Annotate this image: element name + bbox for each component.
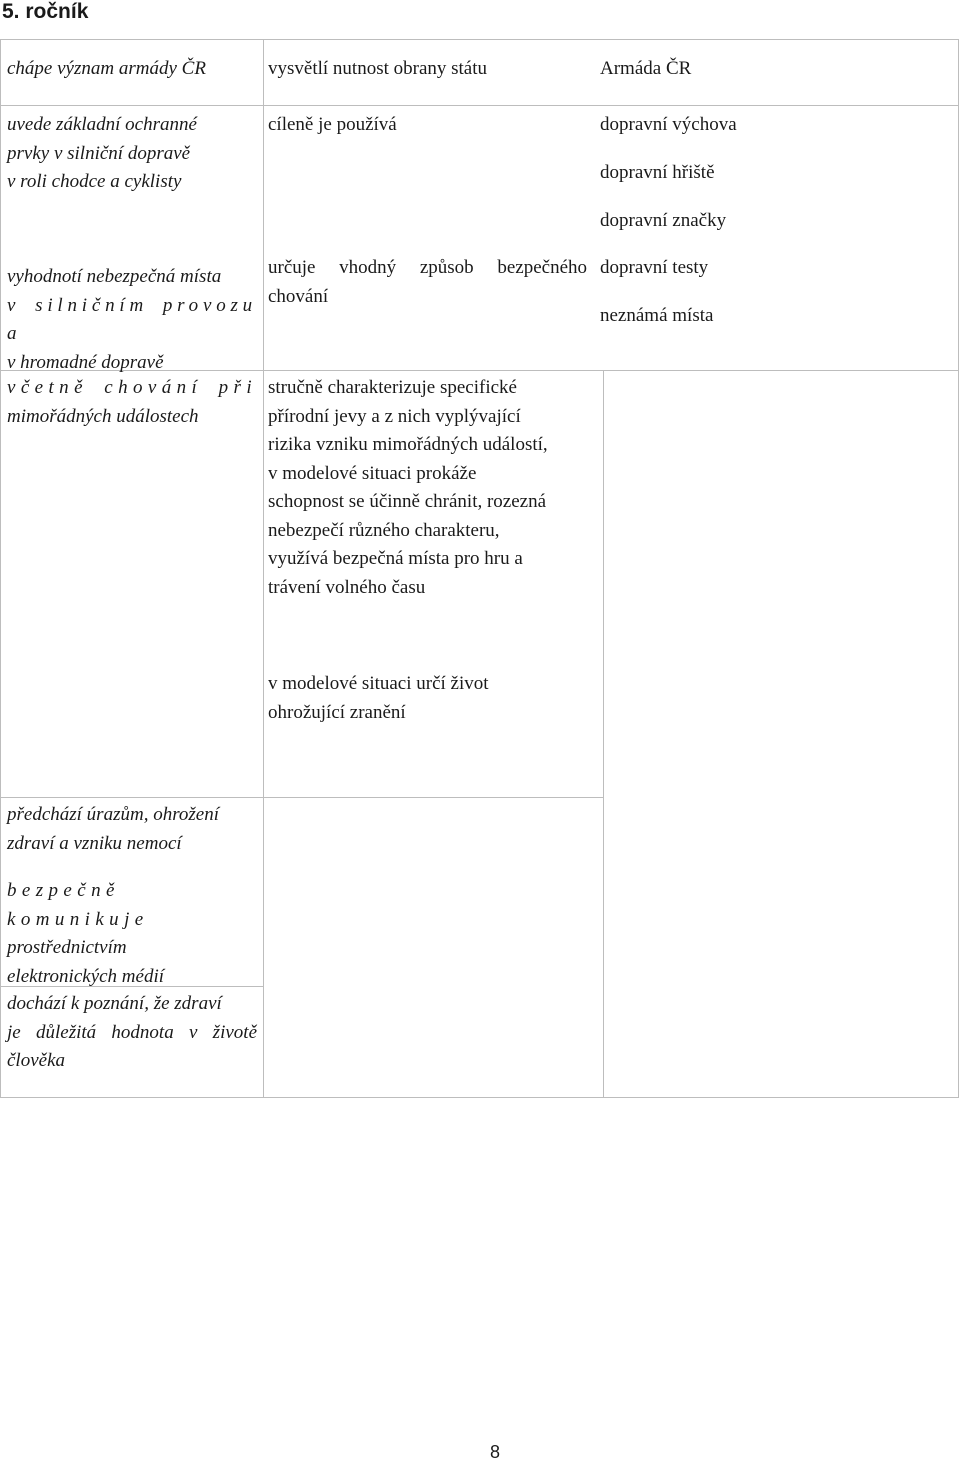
row5-objective-a	[7, 801, 257, 858]
text-line: určuje vhodný způsob bezpečného	[268, 257, 587, 278]
page-heading: 5. ročník	[2, 0, 89, 23]
text-line: cíleně je používá	[268, 114, 397, 135]
row2-topics	[600, 101, 950, 245]
text-line: přírodní jevy a z nich vyplývající	[268, 405, 521, 427]
row-divider-3	[0, 797, 604, 798]
row4-objective	[7, 374, 257, 431]
text-line: vysvětlí nutnost obrany státu	[268, 58, 488, 79]
row2-objective	[7, 111, 257, 197]
text-line: ohrožující zranění	[268, 701, 406, 723]
text-line: zdraví a vzniku nemocí	[7, 832, 182, 854]
row5-objective-b	[7, 877, 257, 991]
text-line: v modelové situaci prokáže	[268, 462, 477, 484]
text-line: chápe význam armády ČR	[7, 58, 206, 79]
text-line: člověka	[7, 1050, 66, 1071]
row3-topics	[600, 244, 950, 340]
text-line: stručně charakterizuje specifické	[268, 377, 517, 398]
row4-outcome-b	[268, 670, 598, 727]
text-line: prostřednictvím	[7, 937, 127, 958]
text-line: bezpečně komunikuje	[7, 880, 149, 930]
text-line: dochází k poznání, že zdraví	[7, 993, 222, 1014]
text-line: trávení volného času	[268, 576, 426, 598]
table-border-top	[0, 39, 959, 40]
table-border-right	[958, 39, 959, 1098]
text-line: schopnost se účinně chránit, rozezná	[268, 491, 547, 512]
text-line: v modelové situaci určí život	[268, 673, 489, 694]
column-divider-2	[603, 370, 604, 1098]
row1-objective	[7, 55, 257, 84]
text-line: Armáda ČR	[600, 58, 692, 79]
text-line: je důležitá hodnota v životě	[7, 1021, 257, 1043]
text-line: využívá bezpečná místa pro hru a	[268, 548, 523, 569]
text-line: chování	[268, 285, 329, 307]
text-line: prvky v silniční dopravě	[7, 142, 191, 164]
table-border-bottom	[0, 1097, 959, 1098]
text-line: v roli chodce a cyklisty	[7, 171, 182, 192]
row3-outcome	[268, 254, 587, 311]
text-line: předchází úrazům, ohrožení	[7, 804, 219, 825]
row1-topic	[600, 55, 950, 84]
text-line: dopravní hřiště	[600, 162, 715, 183]
row1-outcome	[268, 55, 598, 84]
text-line: neznámá místa	[600, 305, 714, 326]
text-line: mimořádných událostech	[7, 405, 199, 427]
text-line: rizika vzniku mimořádných událostí,	[268, 434, 548, 455]
table-border-left	[0, 39, 1, 1098]
text-line: dopravní značky	[600, 210, 727, 231]
text-line: včetně chování při	[7, 377, 257, 398]
row2-outcome	[268, 111, 598, 140]
page-number: 8	[490, 1442, 501, 1462]
text-line: elektronických médií	[7, 965, 165, 987]
row4-outcome-a	[268, 374, 598, 602]
row3-objective	[7, 263, 257, 377]
text-line: v silničním provozu a	[7, 294, 257, 344]
column-divider-1	[263, 39, 264, 1098]
text-line: dopravní testy	[600, 257, 709, 278]
text-line: dopravní výchova	[600, 114, 737, 135]
text-line: nebezpečí různého charakteru,	[268, 519, 500, 541]
text-line: uvede základní ochranné	[7, 114, 197, 135]
row6-objective	[7, 990, 257, 1076]
text-line: vyhodnotí nebezpečná místa	[7, 266, 222, 287]
text-line: v hromadné dopravě	[7, 351, 164, 373]
